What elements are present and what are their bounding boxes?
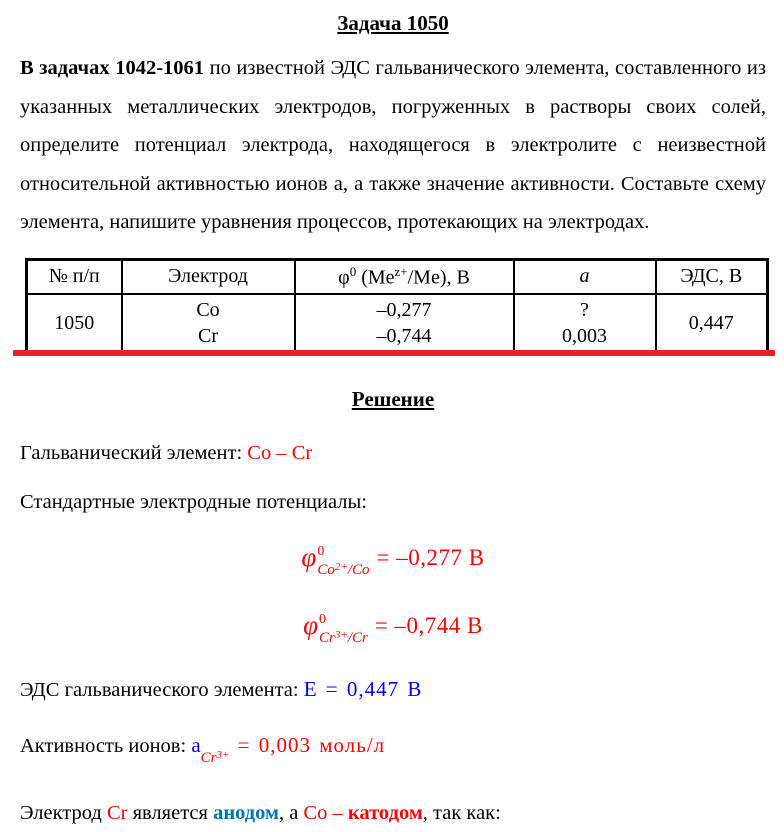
emf-value: E = 0,447 В [303, 676, 423, 701]
phi-subscript [317, 562, 369, 578]
sub-slash: / [347, 630, 352, 647]
potentials-label-line: Стандартные электродные потенциалы: [20, 490, 367, 513]
conclusion-text-4: , так как: [422, 801, 501, 824]
phi-supsub-stack [319, 613, 368, 646]
conclusion-text-1: Электрод [20, 801, 107, 824]
intro-bold-range: В задачах 1042-1061 [20, 57, 205, 79]
phi-symbol: φ [303, 610, 319, 641]
sub-metal-ion: Co [317, 562, 335, 579]
formula-chromium [20, 602, 766, 650]
formula-cobalt [20, 534, 766, 582]
activity-2: 0,003 [562, 324, 607, 347]
intro-text: по известной ЭДС гальванического элемента, составленного из указанных металлических электродов, погруженных в растворы своих солей, определите потенциал электрода, находящегося в электролите с неизвестной относительной активностью ионов a, а также значение активности. Составьте схему элемента, напишите уравнения процессов, протекающих на электродах. [20, 57, 766, 234]
electrode-2: Cr [198, 324, 218, 347]
conclusion-text-2: является [127, 801, 214, 824]
sub-metal-ion: Cr [319, 630, 335, 647]
sub-ion-charge: 3+ [216, 748, 230, 761]
phi-sup-zero: 0 [319, 612, 327, 628]
electrode-1: Co [196, 298, 220, 321]
cell-emf: 0,447 [656, 294, 768, 353]
sub-ion-charge: 2+ [334, 561, 348, 574]
emf-line [20, 675, 766, 704]
potential-2: –0,744 [376, 324, 432, 347]
phi-mid: (Me [356, 266, 395, 289]
activity-variable: a [191, 732, 201, 757]
phi-subscript [319, 630, 368, 646]
task-title: Задача 1050 [337, 11, 449, 35]
phi-symbol: φ [301, 542, 317, 573]
cell-activity [514, 294, 656, 353]
header-num: № п/п [27, 259, 122, 294]
activity-1: ? [580, 298, 589, 321]
phi-end: /Me), В [407, 266, 470, 289]
activity-label: Активность ионов: [20, 734, 192, 757]
sub-metal: Cr [200, 749, 217, 766]
header-potential [295, 259, 514, 294]
sub-metal: Co [351, 562, 370, 579]
phi-sup: 0 [349, 264, 357, 280]
cell-electrodes [122, 294, 295, 353]
header-activity: a [514, 259, 656, 294]
conclusion-co: Co – [303, 801, 348, 824]
table-row [27, 294, 768, 353]
phi-charge-sup: z+ [394, 264, 408, 280]
emf-label: ЭДС гальванического элемента: [20, 678, 304, 701]
conclusion-anode: анодом [213, 801, 279, 824]
red-divider-rule [13, 350, 775, 356]
header-emf: ЭДС, В [656, 259, 768, 294]
element-value: Co – Cr [247, 441, 313, 464]
header-electrode: Электрод [122, 259, 295, 294]
activity-subscript [201, 750, 230, 766]
solution-heading: Решение [351, 386, 435, 411]
conditions-table [25, 258, 769, 354]
formula-value: = –0,277 В [376, 544, 485, 570]
activity-line [20, 731, 766, 772]
table-header-row [27, 259, 768, 294]
phi-symbol: φ [338, 266, 350, 289]
conclusion-cr: Cr [106, 801, 128, 824]
sub-ion-charge: 3+ [334, 629, 348, 642]
cell-num: 1050 [27, 294, 122, 353]
element-label: Гальванический элемент: [20, 441, 248, 464]
phi-sup-zero: 0 [317, 544, 325, 560]
potential-1: –0,277 [376, 298, 432, 321]
sub-metal: Cr [351, 630, 368, 647]
sub-slash: / [347, 562, 352, 579]
conclusion-text-3: , а [278, 801, 304, 824]
conclusion-cathode: катодом [347, 801, 423, 824]
intro-paragraph [20, 49, 766, 242]
formula-value: = –0,744 В [374, 612, 483, 638]
element-line [20, 439, 766, 467]
conclusion-line [20, 799, 766, 827]
phi-supsub-stack [317, 545, 369, 578]
cell-potentials [295, 294, 514, 353]
activity-value: = 0,003 моль/л [229, 732, 386, 757]
